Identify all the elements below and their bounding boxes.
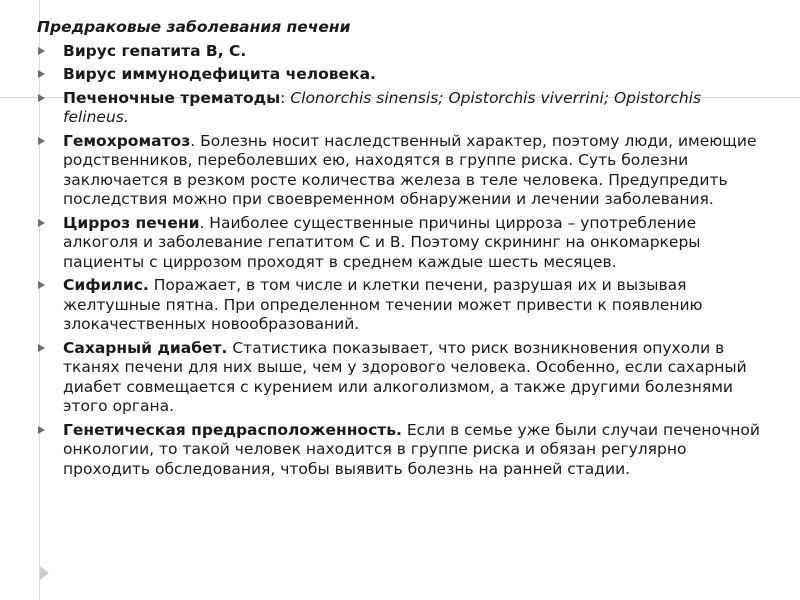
triangle-bullet-icon xyxy=(38,137,45,145)
item-heading: Цирроз печени xyxy=(63,213,200,232)
triangle-bullet-icon xyxy=(38,426,45,434)
item-heading: Сифилис. xyxy=(63,276,149,294)
triangle-bullet-icon xyxy=(38,70,45,78)
item-text: Если в семье уже были случаи печеночной онкологии, то такой человек находится в группе риска и обязан регулярно проходить обследования, чтобы выявить болезнь на ранней стадии. xyxy=(63,420,760,478)
triangle-bullet-icon xyxy=(38,281,45,289)
item-text: . Наиболее существенные причины цирроза – употребление алкоголя и заболевание гепатитом С и В. Поэтому скрининг на онкомаркеры пациенты с циррозом проходят в среднем каждые шесть месяцев. xyxy=(63,213,701,271)
item-heading: Генетическая предрасположенность. xyxy=(63,420,402,439)
item-text: Статистика показывает, что риск возникновения опухоли в тканях печени для них выше, чем у здорового человека. Особенно, если сахарный диабет совмещается с курением или алкоголизмом, а также другими болезнями этого органа. xyxy=(63,338,747,415)
triangle-bullet-icon xyxy=(38,47,45,55)
triangle-bullet-icon xyxy=(38,94,45,102)
list-item xyxy=(34,421,764,480)
triangle-bullet-icon xyxy=(38,344,45,352)
item-heading: Сахарный диабет. xyxy=(63,338,228,357)
list-item xyxy=(34,89,764,128)
list-item xyxy=(34,42,764,62)
item-heading: Печеночные трематоды xyxy=(63,88,281,107)
item-heading: Вирус гепатита В, С. xyxy=(63,41,247,60)
slide-content xyxy=(34,18,764,483)
slide-title: Предраковые заболевания печени xyxy=(37,18,351,36)
list-item xyxy=(34,276,764,335)
next-slide-arrow-icon[interactable] xyxy=(40,566,49,580)
list-item xyxy=(34,132,764,210)
list-item xyxy=(34,214,764,273)
list-item xyxy=(34,339,764,417)
list-item xyxy=(34,65,764,85)
item-heading: Вирус иммунодефицита человека. xyxy=(63,65,376,83)
item-text: : xyxy=(280,88,291,107)
item-text: . Болезнь носит наследственный характер, поэтому люди, имеющие родственников, переболевших ею, находятся в группе риска. Суть болезни заключается в резком росте количества железа в теле человека. Предупредить последствия можно при своевременном обнаружении и лечении заболевания. xyxy=(63,131,757,208)
triangle-bullet-icon xyxy=(38,219,45,227)
item-text: Поражает, в том числе и клетки печени, разрушая их и вызывая желтушные пятна. При определенном течении может привести к появлению злокачественных новообразований. xyxy=(63,276,703,333)
item-heading: Гемохроматоз xyxy=(63,131,191,150)
bullet-list xyxy=(34,42,764,480)
item-species-text: Clonorchis sinensis; Opistorchis viverrini; Opistorchis felineus. xyxy=(63,88,702,126)
